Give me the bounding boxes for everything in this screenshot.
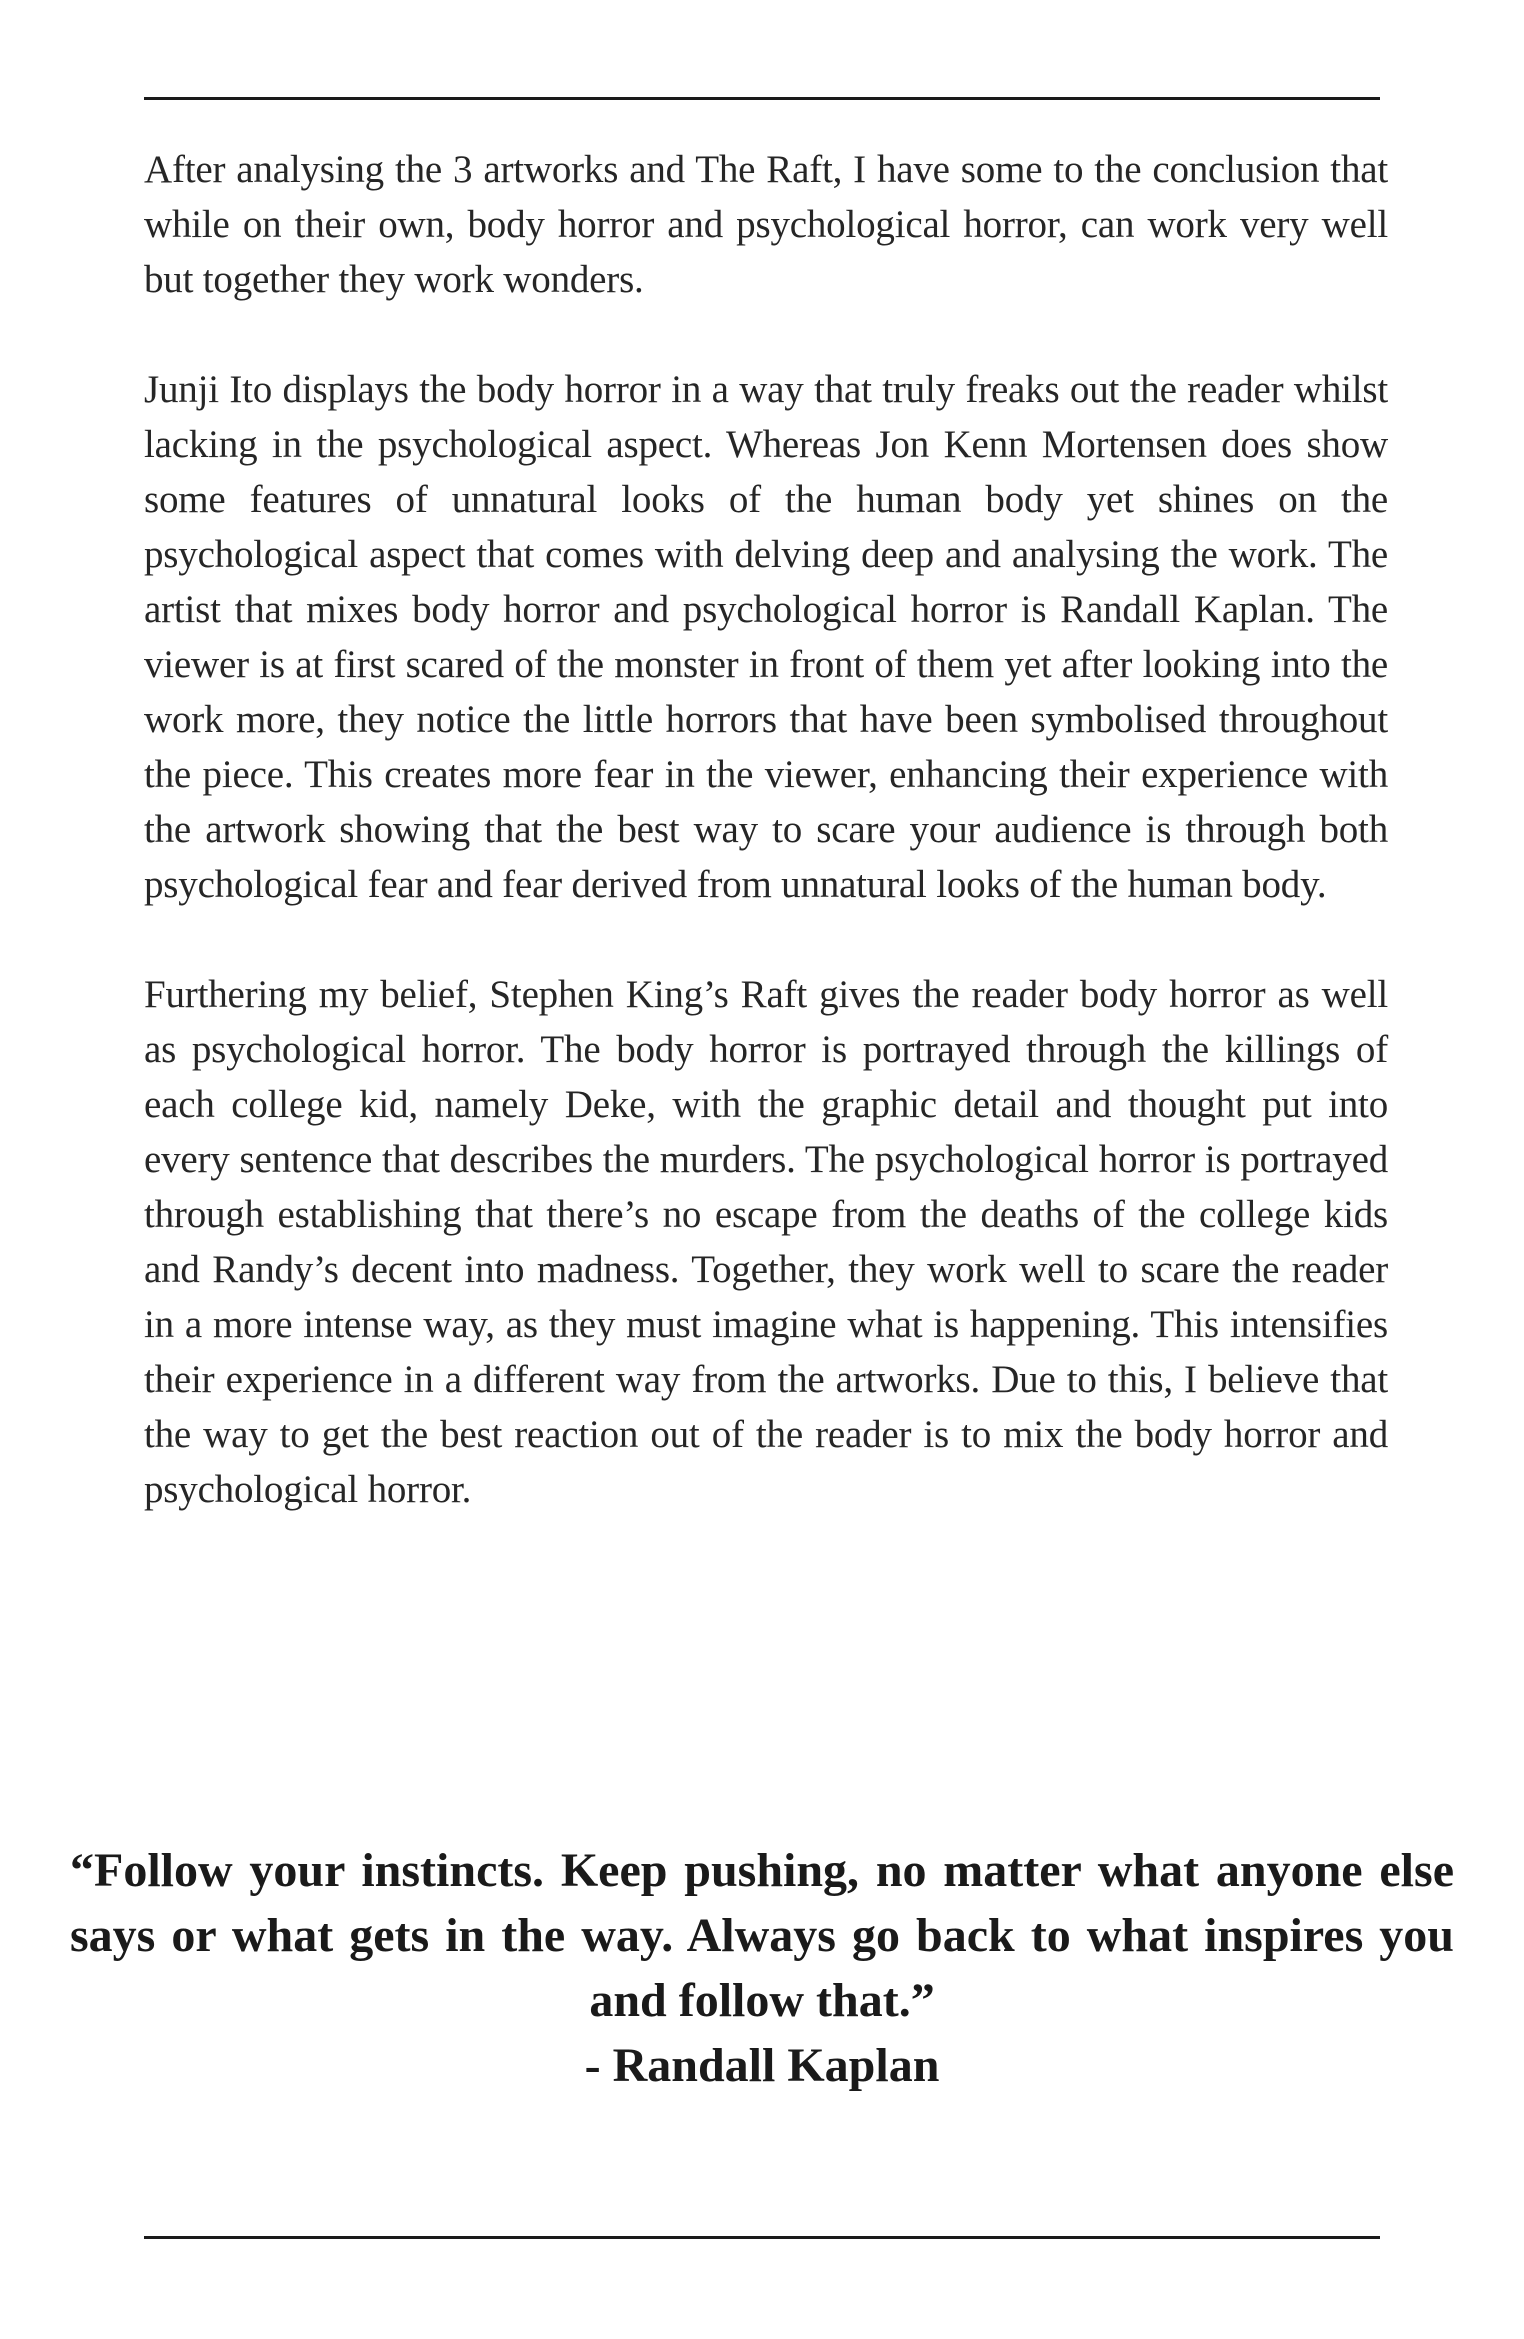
quote-author: - Randall Kaplan xyxy=(584,2039,940,2092)
top-divider xyxy=(144,97,1380,100)
paragraph-artists: Junji Ito displays the body horror in a way that truly freaks out the reader whilst lacking in the psychological aspect. Whereas Jon Kenn Mortensen does show some features of unnatural looks of the human body yet shines on the psychological aspect that comes with delving deep and analysing the work. The artist that mixes body horror and psychological horror is Randall Kaplan. The viewer is at first scared of the monster in front of them yet after looking into the work more, they notice the little horrors that have been symbolised throughout the piece. This creates more fear in the viewer, enhancing their experience with the artwork showing that the best way to scare your audience is through both psychological fear and fear derived from unnatural looks of the human body. xyxy=(144,368,1388,906)
quote-text: “Follow your instincts. Keep pushing, no matter what anyone else says or what gets in the way. Always go back to what inspires you and follow that.” xyxy=(70,1844,1454,2027)
paragraph-raft: Furthering my belief, Stephen King’s Raft gives the reader body horror as well as psychological horror. The body horror is portrayed through the killings of each college kid, namely Deke, with the graphic detail and thought put into every sentence that describes the murders. The psychological horror is portrayed through establishing that there’s no escape from the deaths of the college kids and Randy’s decent into madness. Together, they work well to scare the reader in a more intense way, as they must imagine what is happening. This intensifies their experience in a different way from the artworks. Due to this, I believe that the way to get the best reaction out of the reader is to mix the body horror and psychological horror. xyxy=(144,973,1388,1511)
quote-block xyxy=(70,1838,1454,2098)
bottom-divider xyxy=(144,2236,1380,2239)
essay-body xyxy=(144,142,1388,1517)
paragraph-conclusion: After analysing the 3 artworks and The Raft, I have some to the conclusion that while on their own, body horror and psychological horror, can work very well but together they work wonders. xyxy=(144,148,1388,301)
